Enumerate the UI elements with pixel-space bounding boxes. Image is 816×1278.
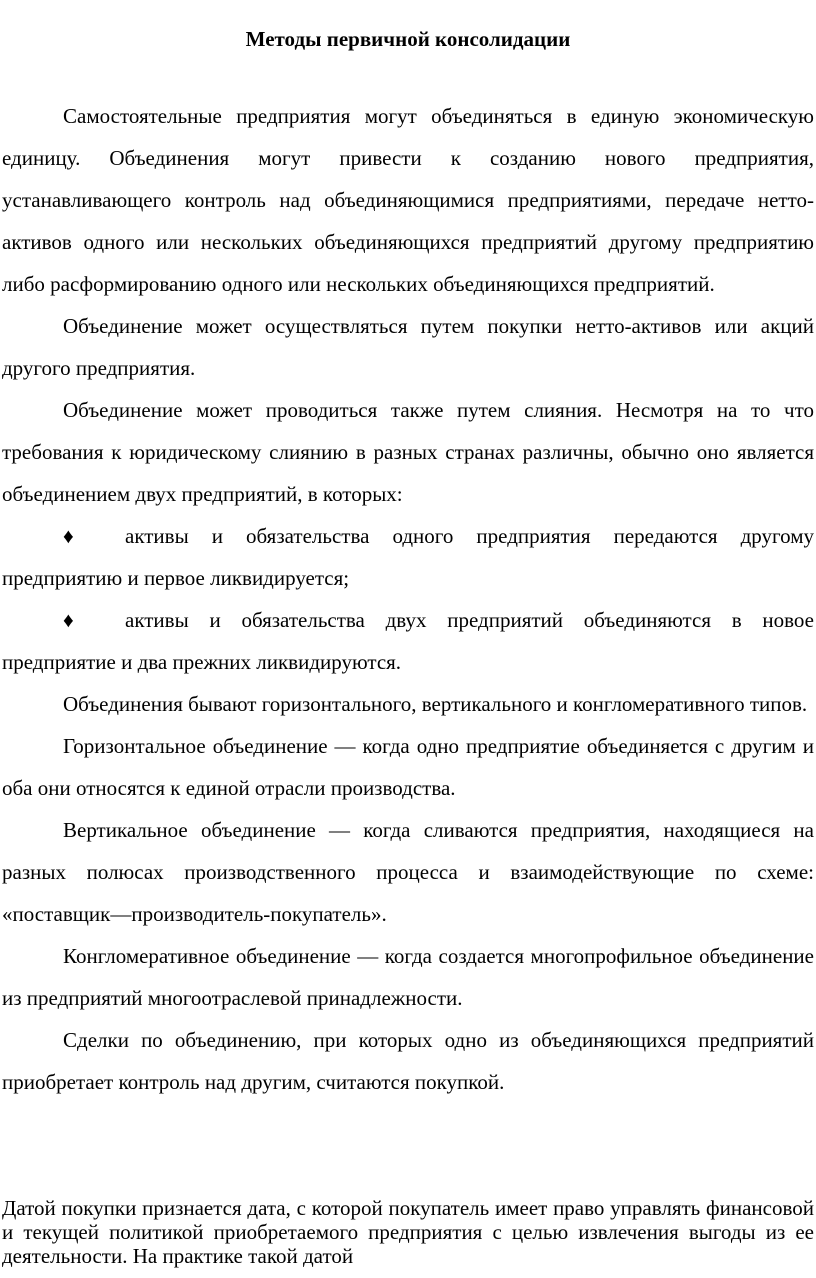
diamond-bullet-icon: ♦: [63, 608, 74, 632]
paragraph-intro: Самостоятельные предприятия могут объединяться в единую экономическую единицу. Объединения могут привести к созданию нового предприятия, устанавливающего контроль над объединяющимися предприятиями, передаче нетто-активов одного или нескольких объединяющихся предприятий другому предприятию либо расформированию одного или нескольких объединяющихся предприятий.: [2, 104, 814, 296]
paragraph-horizontal: Горизонтальное объединение — когда одно предприятие объединяется с другим и оба они относятся к единой отрасли производства.: [2, 734, 814, 800]
paragraph-types: Объединения бывают горизонтального, вертикального и конгломеративного типов.: [63, 692, 808, 716]
paragraph-merger: Объединение может проводиться также путем слияния. Несмотря на то что требования к юридическому слиянию в разных странах различны, обычно оно является объединением двух предприятий, в которых:: [2, 398, 814, 506]
paragraph-vertical: Вертикальное объединение — когда сливаются предприятия, находящиеся на разных полюсах производственного процесса и взаимодействующие по схеме: «поставщик—производитель-покупатель».: [2, 818, 814, 926]
document-body: [2, 95, 814, 1103]
page-title: Методы первичной консолидации: [245, 27, 571, 51]
paragraph-conglomerate: Конгломеративное объединение — когда создается многопрофильное объединение из предприятий многоотраслевой принадлежности.: [2, 944, 814, 1010]
paragraph-purchase-date: Датой покупки признается дата, с которой покупатель имеет право управлять финансовой и текущей политикой приобретаемого предприятия с целью извлечения выгоды из ее деятельности. На практике такой датой: [2, 1196, 814, 1268]
bullet-text: активы и обязательства двух предприятий объединяются в новое предприятие и два прежних ликвидируются.: [2, 608, 814, 674]
bullet-item: [2, 515, 814, 599]
diamond-bullet-icon: ♦: [63, 524, 74, 548]
bullet-item: [2, 599, 814, 683]
bullet-text: активы и обязательства одного предприятия передаются другому предприятию и первое ликвидируется;: [2, 524, 814, 590]
paragraph-deals: Сделки по объединению, при которых одно из объединяющихся предприятий приобретает контроль над другим, считаются покупкой.: [2, 1028, 814, 1094]
paragraph-purchase: Объединение может осуществляться путем покупки нетто-активов или акций другого предприятия.: [2, 314, 814, 380]
